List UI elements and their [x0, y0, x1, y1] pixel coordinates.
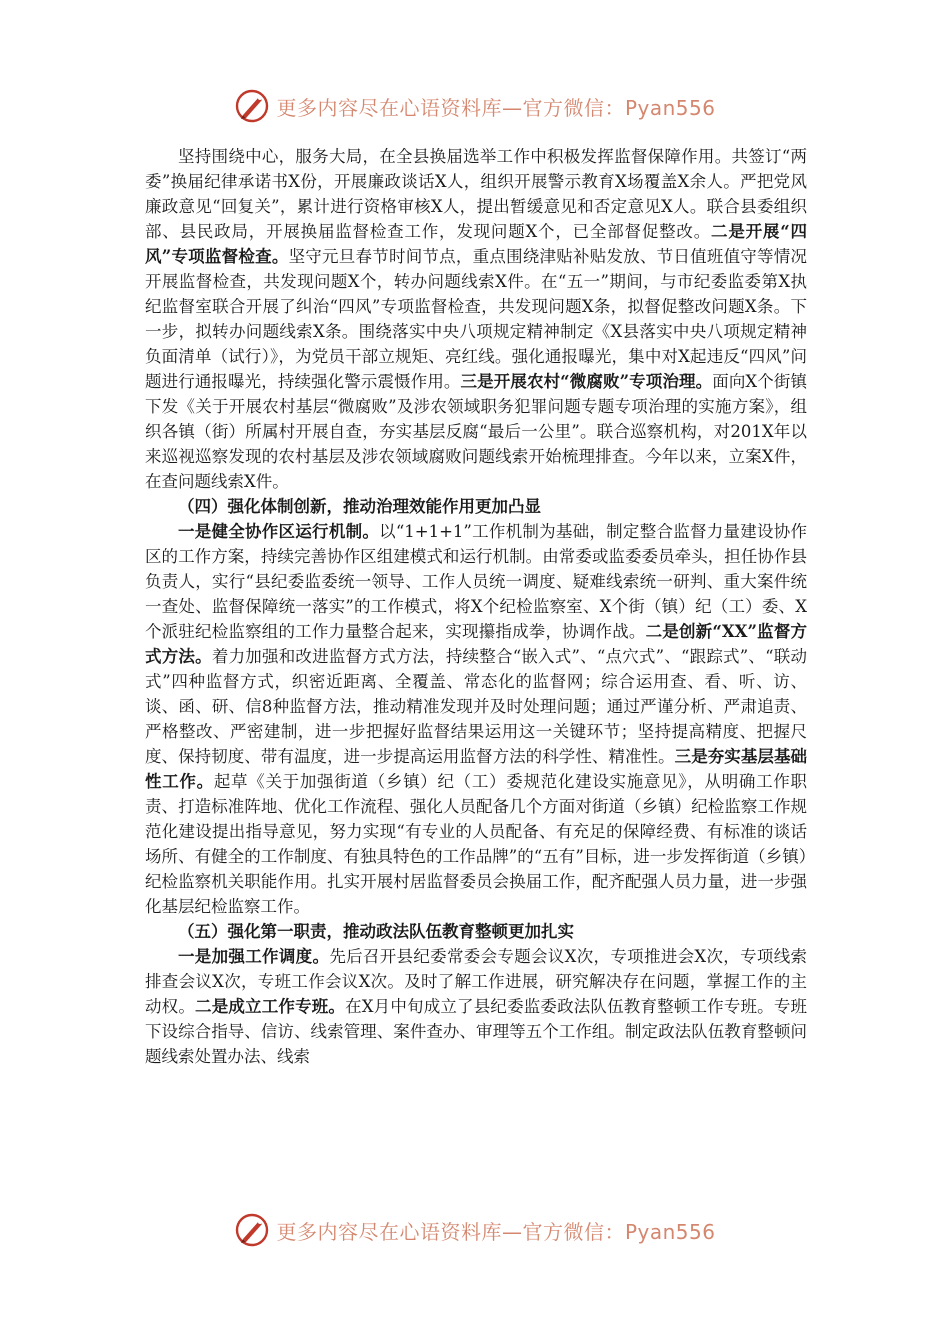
document-body: [145, 144, 807, 1069]
body-paragraph: [145, 519, 807, 919]
text-run: 坚守元旦春节时间节点，重点围绕津贴补贴发放、节日值班值守等情况开展监督检查，共发现问题X个，转办问题线索X件。在“五一”期间，与市纪委监委第X执纪监督室联合开展了纠治“四风”专项监督检查，共发现问题X条，拟督促整改问题X条。下一步，拟转办问题线索X条。围绕落实中央八项规定精神制定《X县落实中央八项规定精神负面清单（试行）》，为党员干部立规矩、亮红线。强化通报曝光，集中对X起违反“四风”问题进行通报曝光，持续强化警示震慑作用。: [145, 247, 808, 391]
bold-lead-phrase: 二是开展“四风”专项监督检查。: [145, 222, 808, 266]
bold-lead-phrase: 二是创新“XX”监督方式方法。: [145, 622, 808, 666]
bold-lead-phrase: 三是夯实基层基础性工作。: [145, 747, 807, 791]
pen-logo-icon: [234, 1212, 270, 1248]
bold-lead-phrase: 二是成立工作专班。: [195, 997, 346, 1016]
header-watermark-banner: [0, 86, 950, 126]
text-run: 起草《关于加强街道（乡镇）纪（工）委规范化建设实施意见》，从明确工作职责、打造标准阵地、优化工作流程、强化人员配备几个方面对街道（乡镇）纪检监察工作规范化建设提出指导意见，努力实现“有专业的人员配备、有充足的保障经费、有标准的谈话场所、有健全的工作制度、有独具特色的工作品牌”的“五有”目标，进一步发挥街道（乡镇）纪检监察机关职能作用。扎实开展村居监督委员会换届工作，配齐配强人员力量，进一步强化基层纪检监察工作。: [145, 772, 808, 916]
text-run: 着力加强和改进监督方式方法，持续整合“嵌入式”、“点穴式”、“跟踪式”、“联动式”四种监督方式，织密近距离、全覆盖、常态化的监督网；综合运用查、看、听、访、谈、函、研、信8种监督方法，推动精准发现并及时处理问题；通过严谨分析、严肃追责、严格整改、严密建制，进一步把握好监督结果运用这一关键环节；坚持提高精度、把握尺度、保持韧度、带有温度，进一步提高运用监督方法的科学性、精准性。: [145, 647, 807, 766]
footer-watermark-banner: [0, 1210, 950, 1250]
text-run: （五）强化第一职责，推动政法队伍教育整顿更加扎实: [178, 922, 574, 941]
text-run: （四）强化体制创新，推动治理效能作用更加凸显: [178, 497, 541, 516]
section-heading: [145, 919, 807, 944]
pen-logo-icon: [234, 88, 270, 124]
bold-lead-phrase: 三是开展农村“微腐败”专项治理。: [460, 372, 713, 391]
banner-text: 更多内容尽在心语资料库—官方微信：Pyan556: [276, 95, 716, 120]
body-paragraph: [145, 144, 807, 494]
text-run: 先后召开县纪委常委会专题会议X次，专项推进会X次，专项线索排查会议X次，专班工作会议X次。及时了解工作进展，研究解决存在问题，掌握工作的主动权。: [145, 947, 808, 1016]
text-run: 在X月中旬成立了县纪委监委政法队伍教育整顿工作专班。专班下设综合指导、信访、线索管理、案件查办、审理等五个工作组。制定政法队伍教育整顿问题线索处置办法、线索: [145, 997, 808, 1066]
section-heading: [145, 494, 807, 519]
text-run: 坚持围绕中心，服务大局，在全县换届选举工作中积极发挥监督保障作用。共签订“两委”换届纪律承诺书X份，开展廉政谈话X人，组织开展警示教育X场覆盖X余人。严把党风廉政意见“回复关”，累计进行资格审核X人，提出暂缓意见和否定意见X人。联合县委组织部、县民政局，开展换届监督检查工作，发现问题X个，已全部督促整改。: [145, 147, 807, 241]
banner-text: 更多内容尽在心语资料库—官方微信：Pyan556: [276, 1219, 716, 1244]
bold-lead-phrase: 一是加强工作调度。: [178, 947, 330, 966]
bold-lead-phrase: 一是健全协作区运行机制。: [178, 522, 380, 541]
body-paragraph: [145, 944, 807, 1069]
text-run: 以“1+1+1”工作机制为基础，制定整合监督力量建设协作区的工作方案，持续完善协作区组建模式和运行机制。由常委或监委委员牵头，担任协作县负责人，实行“县纪委监委统一领导、工作人员统一调度、疑难线索统一研判、重大案件统一查处、监督保障统一落实”的工作模式，将X个纪检监察室、X个街（镇）纪（工）委、X个派驻纪检监察组的工作力量整合起来，实现攥指成拳，协调作战。: [145, 522, 808, 641]
text-run: 面向X个街镇下发《关于开展农村基层“微腐败”及涉农领域职务犯罪问题专题专项治理的实施方案》，组织各镇（街）所属村开展自查，夯实基层反腐“最后一公里”。联合巡察机构，对201X年以来巡视巡察发现的农村基层及涉农领域腐败问题线索开始梳理排查。今年以来，立案X件，在查问题线索X件。: [145, 372, 807, 491]
